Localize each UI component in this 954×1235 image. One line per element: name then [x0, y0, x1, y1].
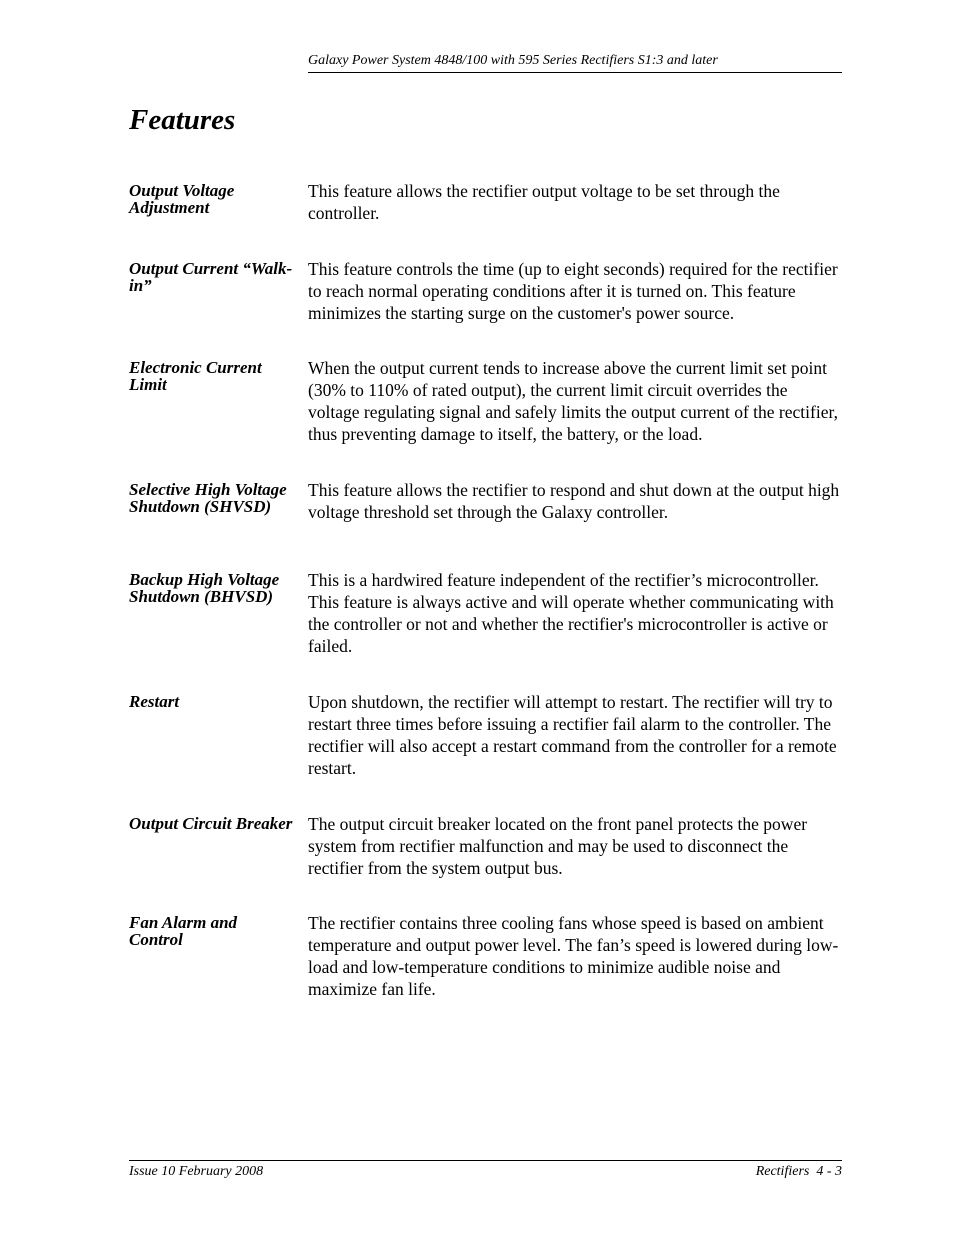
- feature-description: This feature controls the time (up to eight seconds) required for the rectifier to reach normal operating conditions after it is turned on. This feature minimizes the starting surge on the customer's power source.: [308, 259, 838, 323]
- feature-description: The rectifier contains three cooling fans whose speed is based on ambient temperature and output power level. The fan’s speed is lowered during low-load and low-temperature conditions to minimize audible noise and maximize fan life.: [308, 913, 839, 999]
- page-title: Features: [129, 104, 236, 136]
- feature-label: Output Circuit Breaker: [129, 814, 293, 833]
- footer-page-number: Rectifiers 4 - 3: [755, 1164, 842, 1179]
- page-footer: [129, 1160, 842, 1181]
- feature-description: When the output current tends to increase above the current limit set point (30% to 110% of rated output), the current limit circuit overrides the voltage regulating signal and safely limits the output current of the rectifier, thus preventing damage to itself, the battery, or the load.: [308, 358, 838, 444]
- feature-description: This is a hardwired feature independent of the rectifier’s microcontroller. This feature is always active and will operate whether communicating with the controller or not and whether the rectifier's microcontroller is active or failed.: [308, 570, 834, 656]
- running-header-title: Galaxy Power System 4848/100 with 595 Series Rectifiers S1:3 and later: [308, 53, 718, 68]
- feature-label: Selective High Voltage Shutdown (SHVSD): [129, 480, 287, 516]
- feature-label: Restart: [129, 692, 180, 711]
- footer-issue: Issue 10 February 2008: [129, 1164, 264, 1179]
- feature-label: Electronic Current Limit: [129, 358, 262, 394]
- feature-description: Upon shutdown, the rectifier will attempt to restart. The rectifier will try to restart three times before issuing a rectifier fail alarm to the controller. The rectifier will also accept a restart command from the controller for a remote restart.: [308, 692, 837, 778]
- running-header: [308, 52, 842, 73]
- feature-label: Backup High Voltage Shutdown (BHVSD): [129, 570, 280, 606]
- feature-description: This feature allows the rectifier to respond and shut down at the output high voltage threshold set through the Galaxy controller.: [308, 480, 840, 522]
- feature-description: The output circuit breaker located on the front panel protects the power system from rectifier malfunction and may be used to disconnect the rectifier from the system output bus.: [308, 814, 808, 878]
- feature-label: Output Voltage Adjustment: [129, 181, 235, 217]
- feature-description: This feature allows the rectifier output voltage to be set through the controller.: [308, 181, 780, 223]
- feature-label: Output Current “Walk-in”: [129, 259, 293, 295]
- feature-label: Fan Alarm and Control: [129, 913, 238, 949]
